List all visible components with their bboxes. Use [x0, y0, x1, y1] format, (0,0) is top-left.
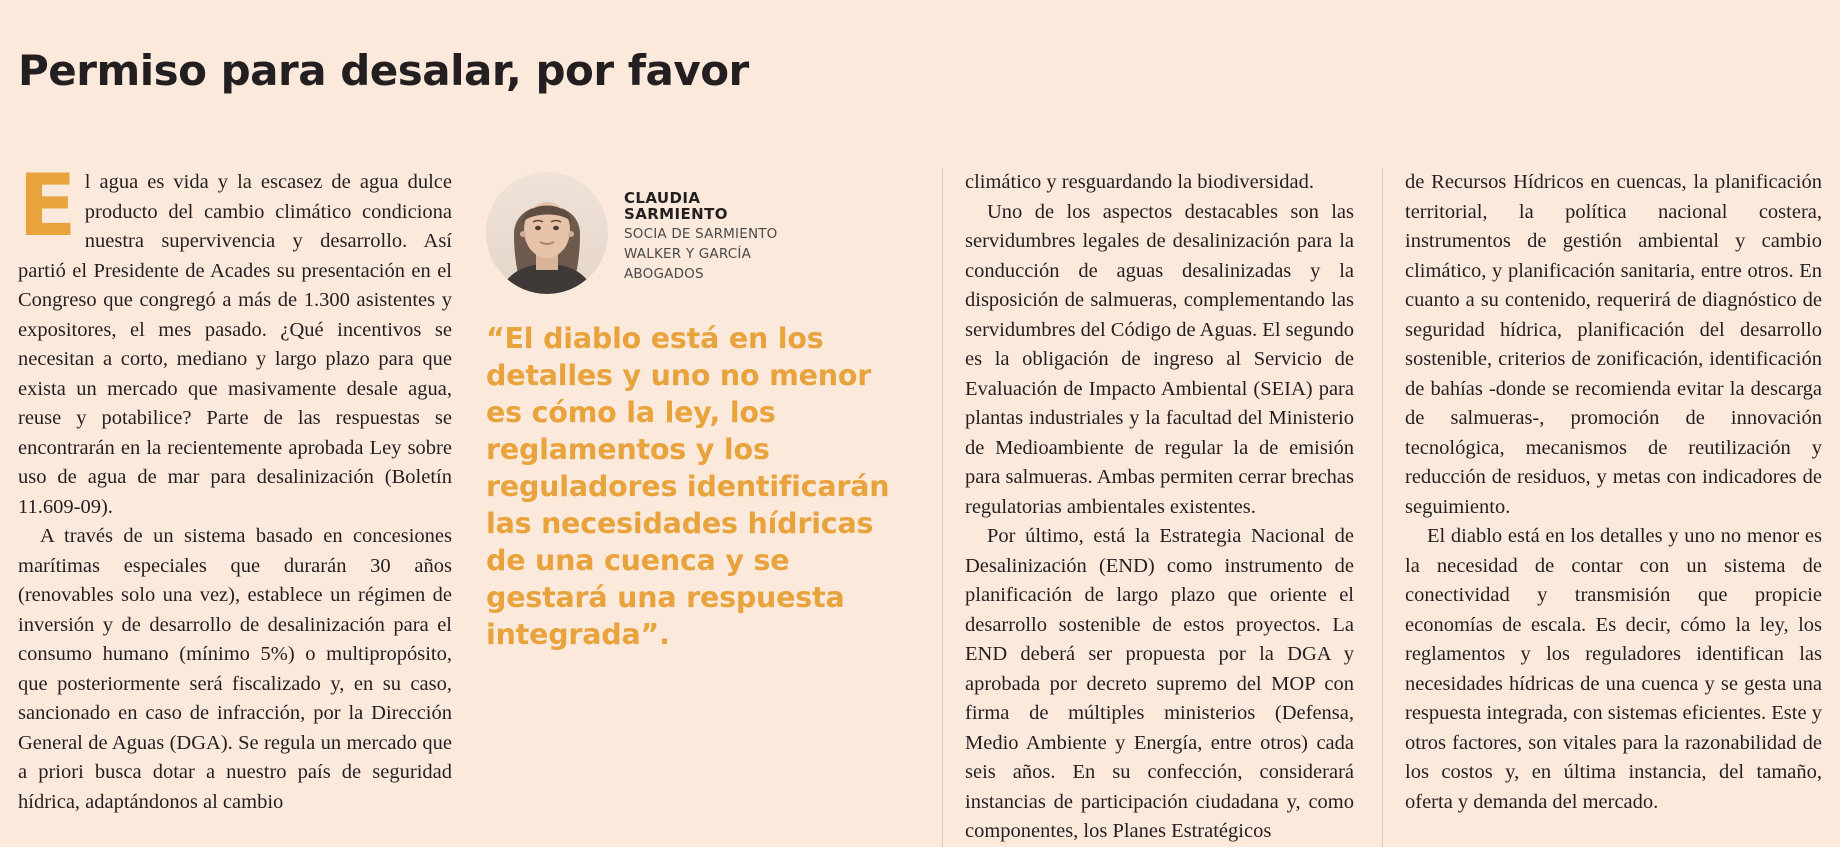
paragraph: climático y resguardando la biodiversidad. [965, 171, 1314, 193]
author-role-line-3: ABOGADOS [624, 266, 704, 282]
author-portrait-image [486, 172, 608, 294]
drop-cap: E [18, 156, 77, 256]
paragraph: Uno de los aspectos destacables son las servidumbres legales de desalinización para la conducción de aguas desalinizadas y la disposición de salmueras, complementando las servidumbres del Código de Aguas. El segundo es la obligación de ingreso al Servicio de Evaluación de Impacto Ambiental (SEIA) para plantas industriales y la facultad del Ministerio de Medioambiente de regular la de emisión para salmueras. Ambas permiten cerrar brechas regulatorias ambientales existentes. [965, 200, 1354, 518]
author-role-line-2: WALKER Y GARCÍA [624, 246, 752, 262]
paragraph [18, 156, 452, 522]
pull-quote: “El diablo está en los detalles y uno no menor es cómo la ley, los reglamentos y los reguladores identificarán las necesidades hídricas de una cuenca y se gestará una respuesta integrada”. [486, 322, 890, 651]
avatar [486, 172, 608, 294]
page-title: Permiso para desalar, por favor [18, 46, 749, 96]
paragraph: de Recursos Hídricos en cuencas, la planificación territorial, la política nacional costera, instrumentos de gestión ambiental y cambio climático, y planificación sanitaria, entre otros. En cuanto a su contenido, requerirá de diagnóstico de seguridad hídrica, planificación del desarrollo sostenible, criterios de zonificación, identificación de bahías -donde se recomienda evitar la descarga de salmueras-, promoción de innovación tecnológica, mecanismos de reutilización y reducción de residuos, y metas con indicadores de seguimiento. [1405, 171, 1822, 518]
author-name-line-1: CLAUDIA [624, 189, 701, 207]
paragraph: A través de un sistema basado en concesiones marítimas especiales que durarán 30 años (renovables solo una vez), establece un régimen de inversión y de desarrollo de desalinización para el consumo humano (mínimo 5%) o multipropósito, que posteriormente será fiscalizado y, en su caso, sancionado en caso de infracción, por la Dirección General de Aguas (DGA). Se regula un mercado que a priori busca dotar a nuestro país de seguridad hídrica, adaptándonos al cambio [18, 525, 452, 813]
author-name-line-2: SARMIENTO [624, 205, 728, 223]
paragraph: El diablo está en los detalles y uno no menor es la necesidad de contar con un sistema de conectividad y transmisión que propicie economías de escala. Es decir, cómo la ley, los reglamentos y los reguladores identifican las necesidades hídricas de una cuenca y se gesta una respuesta integrada, con sistemas eficientes. Este y otros factores, son vitales para la razonabilidad de los costos y, en última instancia, del tamaño, oferta y demanda del mercado. [1405, 525, 1822, 813]
article-columns [18, 156, 1822, 847]
column-3 [942, 168, 1382, 847]
author-role-line-1: SOCIA DE SARMIENTO [624, 226, 778, 242]
paragraph: Por último, está la Estrategia Nacional de Desalinización (END) como instrumento de planificación de largo plazo que oriente el desarrollo sostenible de estos proyectos. La END deberá ser propuesta por la DGA y aprobada por decreto supremo del MOP con firma de múltiples ministerios (Defensa, Medio Ambiente y Energía, entre otros) cada seis años. En su confección, considerará instancias de participación ciudadana y, como componentes, los Planes Estratégicos [965, 525, 1354, 842]
author-meta [624, 172, 778, 282]
column-1 [18, 156, 480, 847]
column-2 [480, 168, 942, 847]
column-4 [1382, 168, 1822, 847]
author-byline [486, 172, 914, 294]
paragraph-text: l agua es vida y la escasez de agua dulce producto del cambio climático condiciona nuestra supervivencia y desarrollo. Así partió el Presidente de Acades su presentación en el Congreso que congregó a más de 1.300 asistentes y expositores, el mes pasado. ¿Qué incentivos se necesitan a corto, mediano y largo plazo para que exista un mercado que masivamente desale agua, reuse y potabilice? Parte de las respuestas se encontrarán en la recientemente aprobada Ley sobre uso de agua de mar para desalinización (Boletín 11.609-09). [18, 171, 452, 518]
